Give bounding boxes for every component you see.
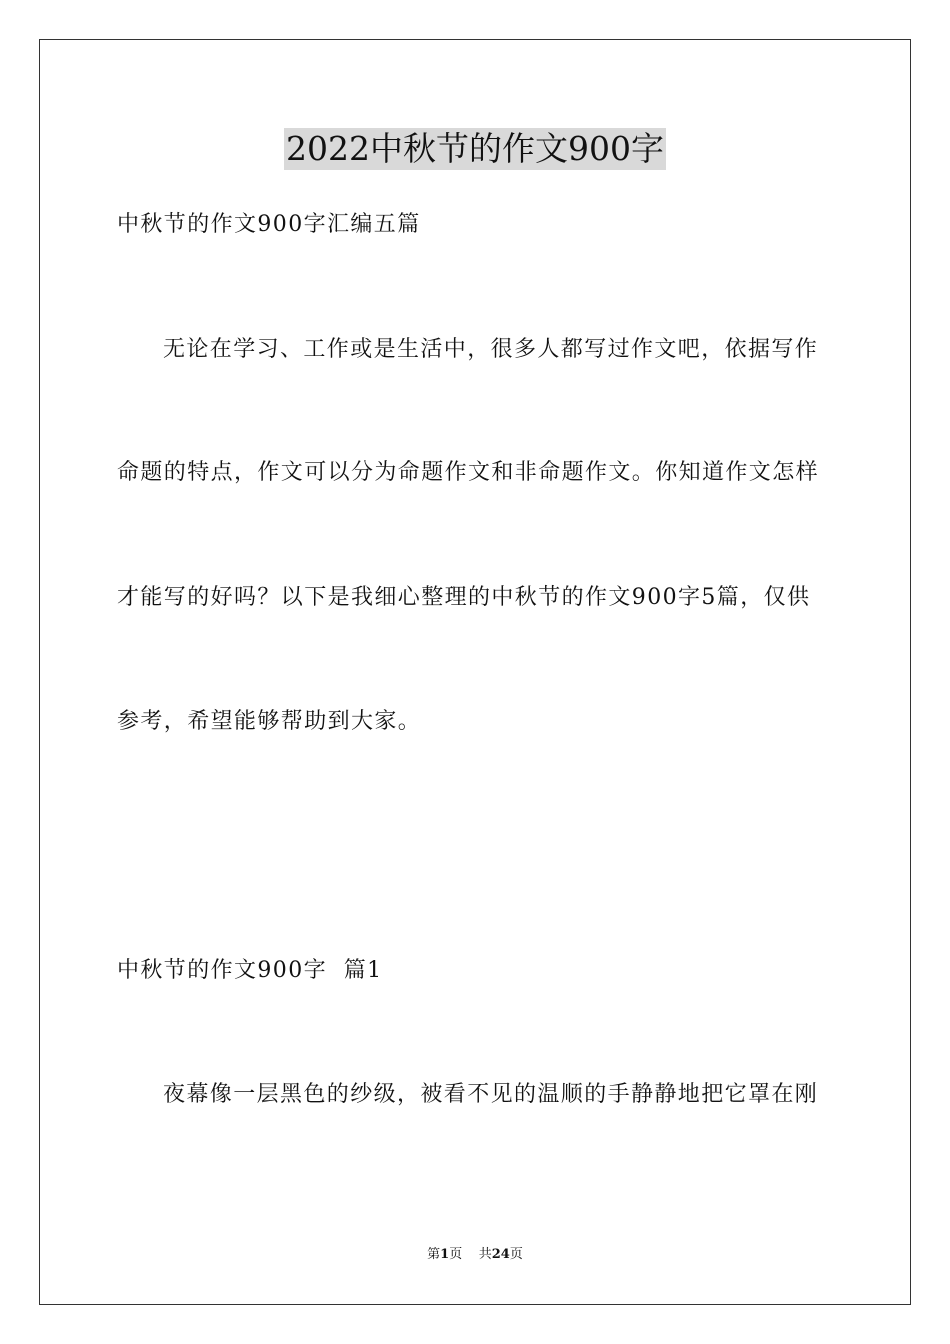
footer-page-current: 1 (440, 1247, 450, 1262)
intro-paragraph-line: 无论在学习、工作或是生活中，很多人都写过作文吧，依据写作 (163, 337, 819, 362)
intro-paragraph-line: 才能写的好吗？以下是我细心整理的中秋节的作文900字5篇，仅供 (117, 585, 811, 610)
intro-paragraph-line: 参考，希望能够帮助到大家。 (117, 709, 422, 734)
intro-paragraph-line: 命题的特点，作文可以分为命题作文和非命题作文。你知道作文怎样 (117, 460, 820, 485)
footer-page-mid: 页 共 (449, 1247, 492, 1262)
section-heading: 中秋节的作文900字 篇1 (117, 958, 383, 983)
footer-page-suffix: 页 (509, 1247, 523, 1262)
document-title: 2022中秋节的作文900字 (286, 129, 664, 168)
title-container (0, 128, 950, 170)
document-subtitle: 中秋节的作文900字汇编五篇 (117, 212, 421, 237)
footer-page-total: 24 (491, 1247, 510, 1262)
footer-page-prefix: 第 (427, 1247, 441, 1262)
page-footer (0, 1246, 950, 1264)
section-paragraph-line: 夜幕像一层黑色的纱级，被看不见的温顺的手静静地把它罩在刚 (163, 1082, 819, 1107)
